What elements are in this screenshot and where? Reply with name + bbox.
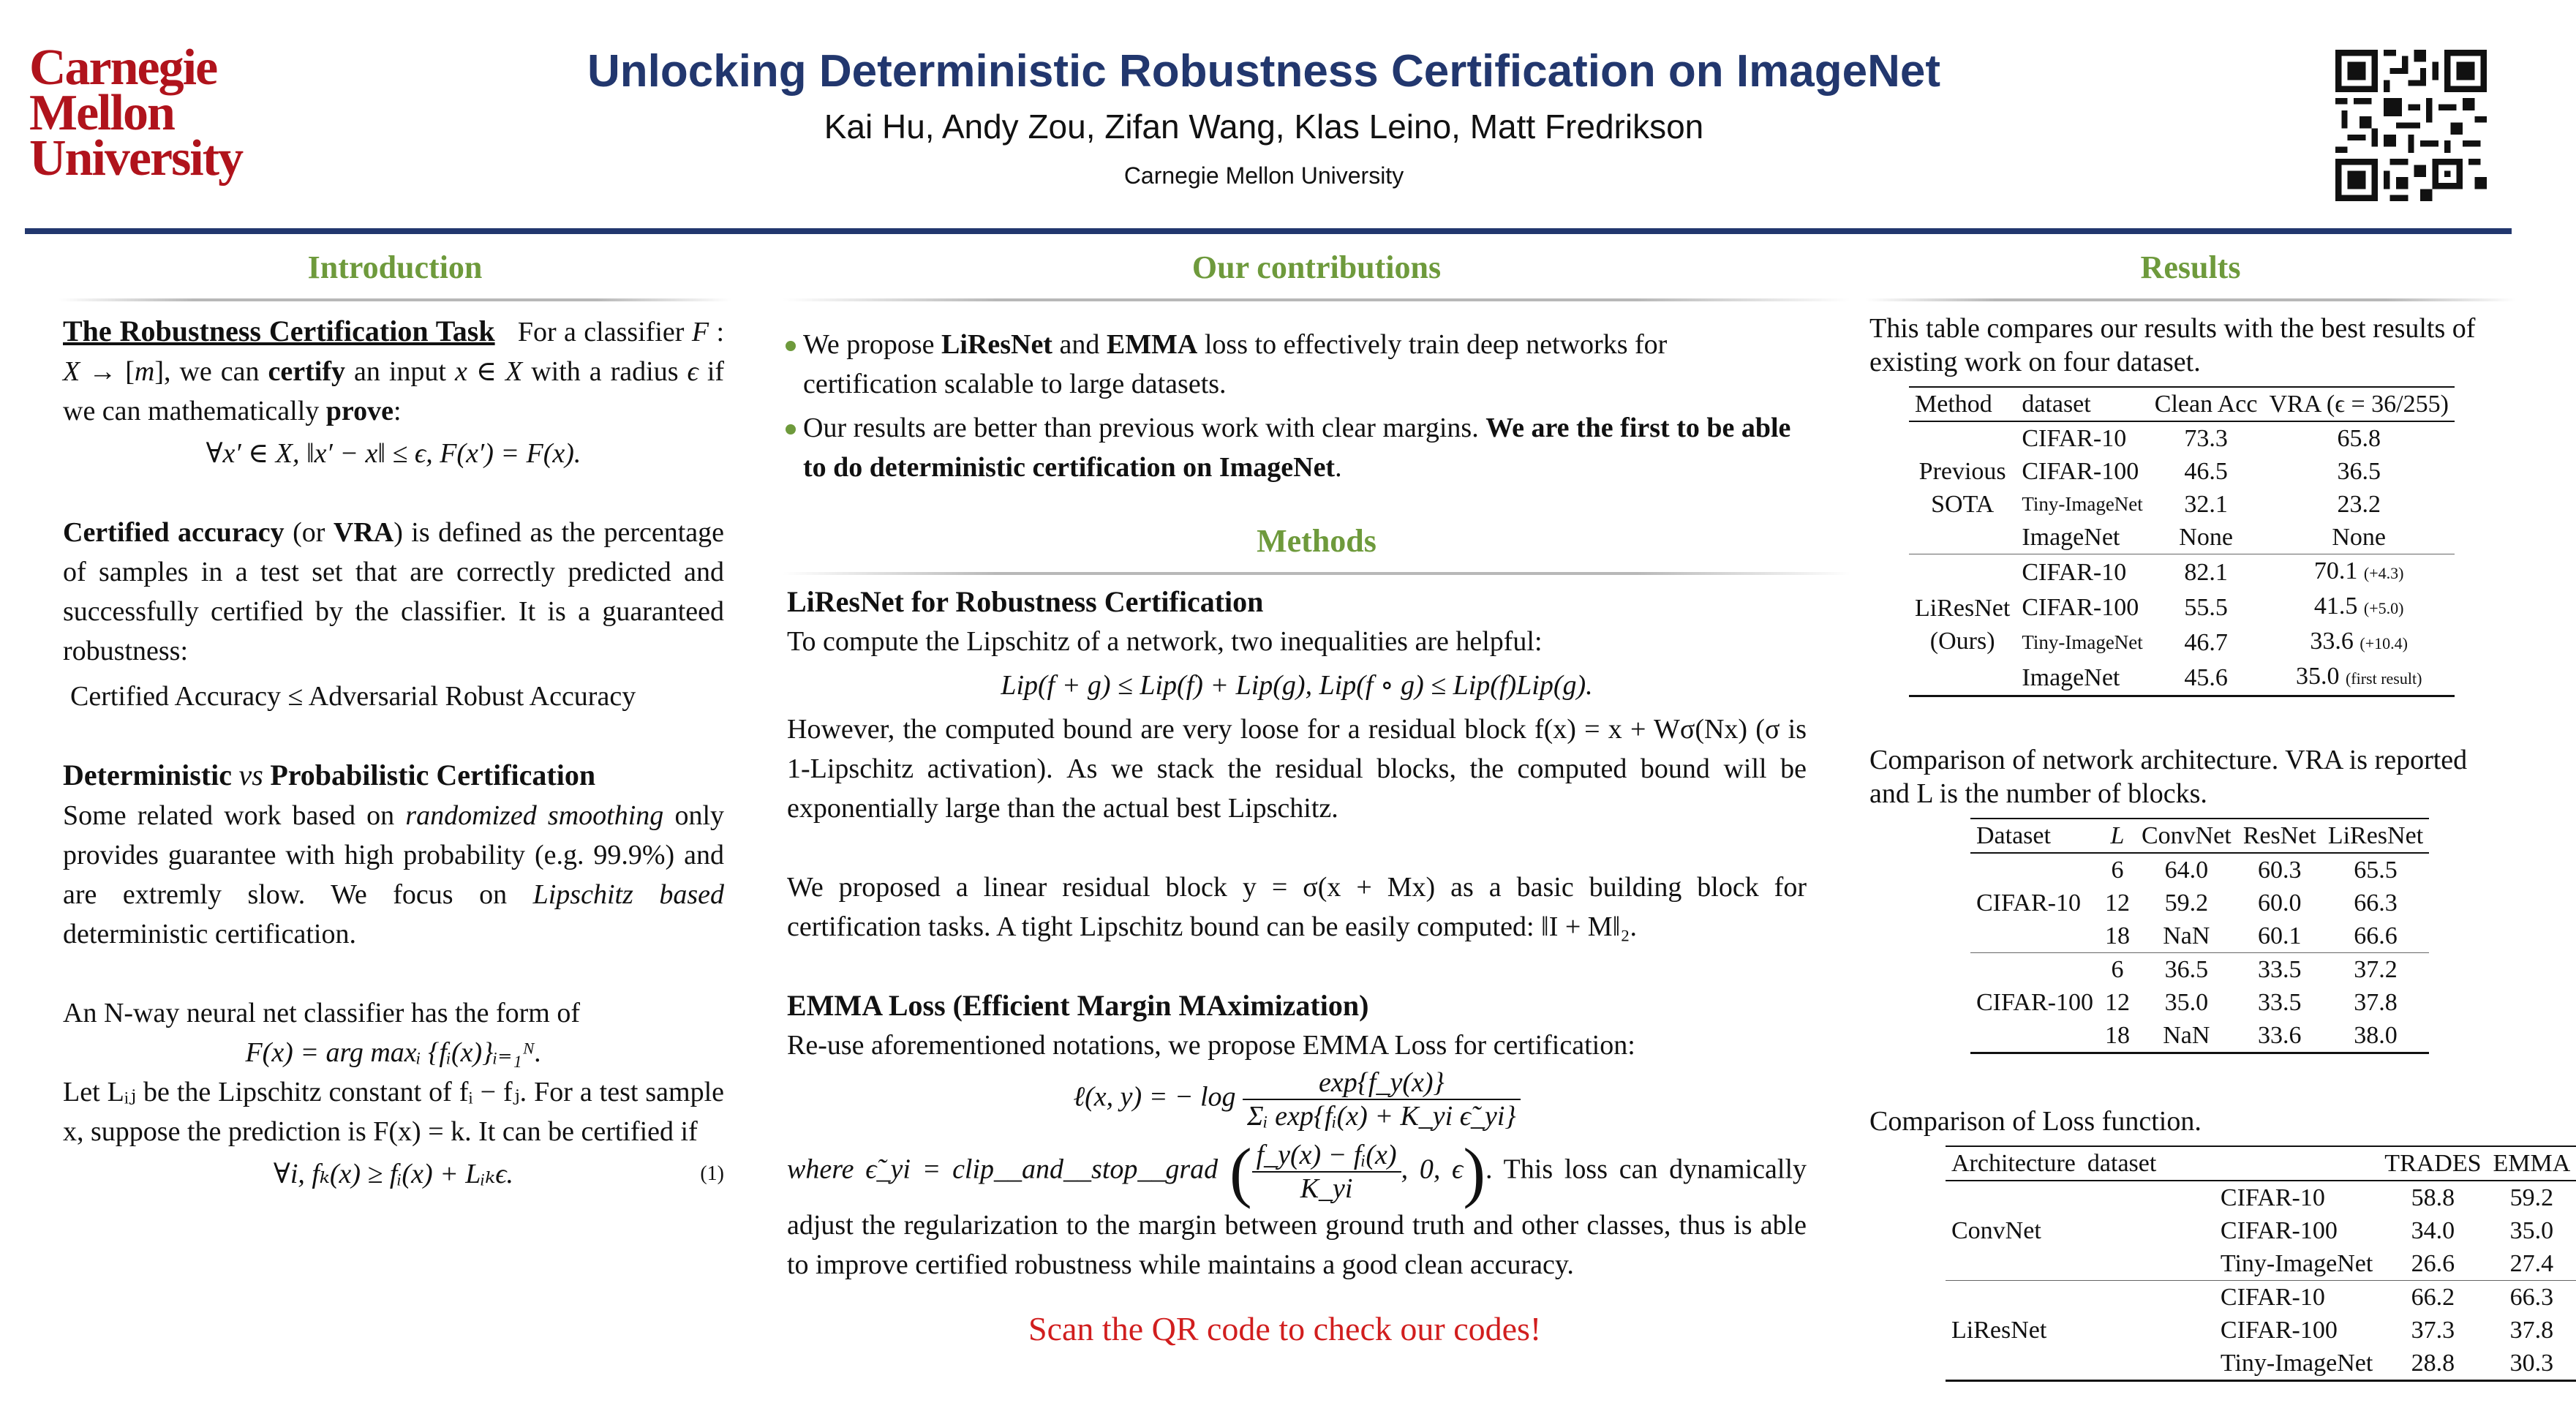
argmax-equation: F(x) = arg maxᵢ {fᵢ(x)}ᵢ₌₁ᴺ. <box>245 1037 542 1068</box>
emma-intro: Re-use aforementioned notations, we propose EMMA Loss for certification: <box>787 1030 1635 1061</box>
task-paragraph: The Robustness Certification Task For a classifier F : X → [m], we can certify an input x ∈ X with a radius ϵ if we can mathematically prove: <box>63 315 725 426</box>
table-row: CIFAR-10 6 64.0 60.3 65.5 <box>1970 853 2429 887</box>
deterministic-paragraph: Deterministic vs Probabilistic Certification Some related work based on randomized smoothing only provides guarantee with high probability (e.g. 99.9%) and are extremly slow. We focus on Lipschitz based deterministic certification. <box>63 759 725 949</box>
introduction-heading: Introduction <box>307 249 483 285</box>
contribution-item-1: We propose LiResNet and EMMA loss to effectively train deep networks for certification scalable to large datasets. <box>784 325 1808 404</box>
table-row: LiResNet CIFAR-10 66.2 66.3 <box>1946 1281 2576 1314</box>
methods-underline <box>783 572 1850 575</box>
authors: Kai Hu, Andy Zou, Zifan Wang, Klas Leino, Matt Fredrikson <box>824 108 1704 146</box>
nway-paragraph: An N-way neural net classifier has the form of <box>63 998 580 1028</box>
affiliation: Carnegie Mellon University <box>1123 162 1404 189</box>
results-underline <box>1865 298 2516 301</box>
results-caption-1: This table compares our results with the best results of existing work on four dataset. <box>1869 313 2476 377</box>
table-row: Tiny-ImageNet 46.7 33.6 (+10.4) <box>2022 628 2408 656</box>
contribution-item-2: Our results are better than previous work with clear margins. We are the first to be able to do deterministic certification on ImageNet. <box>784 408 1808 487</box>
logo-line-2: Mellon <box>29 85 174 141</box>
emma-paragraph: where ϵ̃_yi = clip__and__stop__grad ( $\frac{\text{f\_y(x) − fᵢ(x)}}{K\_yi}$ , 0, ϵ). This loss can dynamically adjust the regularization to the margin between ground truth and other classes, thus is able to improve certified robustness while maintains a good clean accuracy. <box>787 1135 1807 1280</box>
emma-fraction: $\frac{\exp\{f\_y(x)\}}{\text{Σᵢ exp\{fᵢ(x) + K\_yi ϵ̃\_yi\}}}$ <box>1243 1066 1521 1132</box>
table-row: CIFAR-100 6 36.5 33.5 37.2 <box>1970 953 2429 987</box>
equation-number: (1) <box>700 1162 724 1185</box>
logo-line-3: University <box>29 130 243 187</box>
introduction-underline <box>59 298 731 301</box>
table-row: ConvNet CIFAR-10 58.8 59.2 <box>1946 1181 2576 1214</box>
clip-fraction: $\frac{\text{f\_y(x) − fᵢ(x)}}{K\_yi}$ <box>1252 1139 1401 1205</box>
table-header-row: Dataset L ConvNet ResNet LiResNet <box>1970 819 2429 853</box>
certified-accuracy-paragraph: Certified accuracy (or VRA) is defined as the percentage of samples in a test set that are correctly predicted and successfully certified by the classifier. It is a guaranteed robustness: <box>63 517 725 666</box>
liresnet-intro: To compute the Lipschitz of a network, two inequalities are helpful: <box>787 626 1543 657</box>
architecture-table <box>1970 818 2429 1054</box>
table-row: LiResNet (Ours) CIFAR-10 82.1 70.1 (+4.3) <box>1909 554 2455 590</box>
emma-equation: ℓ(x, y) = − log $\frac{\exp\{f\_y(x)\}}{\text{Σᵢ exp\{fᵢ(x) + K\_yi ϵ̃\_yi\}}}$ <box>787 1066 1807 1132</box>
results-caption-2: Comparison of network architecture. VRA is reported and L is the number of blocks. <box>1869 745 2468 809</box>
logo-line-1: Carnegie <box>29 40 217 96</box>
table-row: Tiny-ImageNet 26.6 27.4 <box>2220 1250 2554 1277</box>
table-row: ImageNet None None <box>2022 524 2387 551</box>
table-row: Tiny-ImageNet 28.8 30.3 <box>1946 1347 2576 1381</box>
qr-code-note: Scan the QR code to check our codes! <box>1028 1310 1542 1347</box>
table-row: CIFAR-100 37.3 37.8 <box>2220 1317 2554 1344</box>
contributions-column <box>784 325 1808 487</box>
table-row: Previous SOTA CIFAR-10 73.3 65.8 <box>1909 421 2455 455</box>
results-heading: Results <box>2140 249 2241 285</box>
table-row: 18 NaN 60.1 66.6 <box>2104 922 2398 949</box>
qr-code[interactable] <box>2335 50 2487 201</box>
table-row: 12 59.2 60.0 66.3 <box>2104 889 2398 917</box>
table-header-row: Method dataset Clean Acc VRA (ϵ = 36/255) <box>1909 387 2455 421</box>
residual-block-paragraph: However, the computed bound are very loose for a residual block f(x) = x + Wσ(Nx) (σ is 1-Lipschitz activation). As we stack the residual blocks, the computed bound will be exponentially large than the actual best Lipschitz. <box>787 714 1807 824</box>
contributions-heading: Our contributions <box>1191 249 1442 285</box>
poster-title: Unlocking Deterministic Robustness Certification on ImageNet <box>587 46 1940 97</box>
results-caption-3: Comparison of Loss function. <box>1869 1106 2202 1137</box>
table-row: Tiny-ImageNet 32.1 23.2 <box>2022 491 2381 518</box>
table-row: CIFAR-100 46.5 36.5 <box>2022 458 2381 485</box>
lipschitz-inequalities: Lip(f + g) ≤ Lip(f) + Lip(g), Lip(f ∘ g) ≤ Lip(f)Lip(g). <box>1001 670 1593 701</box>
results-table-sota <box>1909 386 2455 697</box>
table-row: ImageNet 45.6 35.0 (first result) <box>1909 660 2455 696</box>
table-header-row: Architecture dataset TRADES EMMA <box>1946 1146 2576 1181</box>
loss-table <box>1946 1146 2576 1382</box>
methods-heading: Methods <box>1257 523 1376 559</box>
methods-column <box>787 582 1807 1284</box>
header-divider <box>25 228 2512 234</box>
table-row: CIFAR-100 34.0 35.0 <box>2220 1217 2554 1244</box>
task-title: The Robustness Certification Task <box>63 315 495 347</box>
robustness-equation: ∀x′ ∈ X, ‖x′ − x‖ ≤ ϵ, F(x′) = F(x). <box>206 438 581 469</box>
introduction-column <box>63 312 724 1194</box>
table-row: 18 NaN 33.6 38.0 <box>1970 1019 2429 1053</box>
liresnet-title: LiResNet for Robustness Certification <box>787 585 1264 618</box>
contributions-underline <box>783 298 1850 301</box>
table-row: CIFAR-100 55.5 41.5 (+5.0) <box>2022 592 2404 621</box>
table-row: 12 35.0 33.5 37.8 <box>2104 989 2398 1016</box>
linear-residual-paragraph: We proposed a linear residual block y = σ(x + Mx) as a basic building block for certification tasks. A tight Lipschitz bound can be easily computed: ‖I + M‖₂. <box>787 872 1807 942</box>
certification-condition: ∀i, fₖ(x) ≥ fᵢ(x) + Lᵢₖϵ. (1) <box>63 1154 724 1194</box>
lipschitz-paragraph: Let Lᵢⱼ be the Lipschitz constant of fᵢ − fⱼ. For a test sample x, suppose the prediction is F(x) = k. It can be certified if <box>63 1077 724 1147</box>
emma-title: EMMA Loss (Efficient Margin MAximization) <box>787 989 1369 1022</box>
accuracy-inequality: Certified Accuracy ≤ Adversarial Robust Accuracy <box>70 681 636 712</box>
